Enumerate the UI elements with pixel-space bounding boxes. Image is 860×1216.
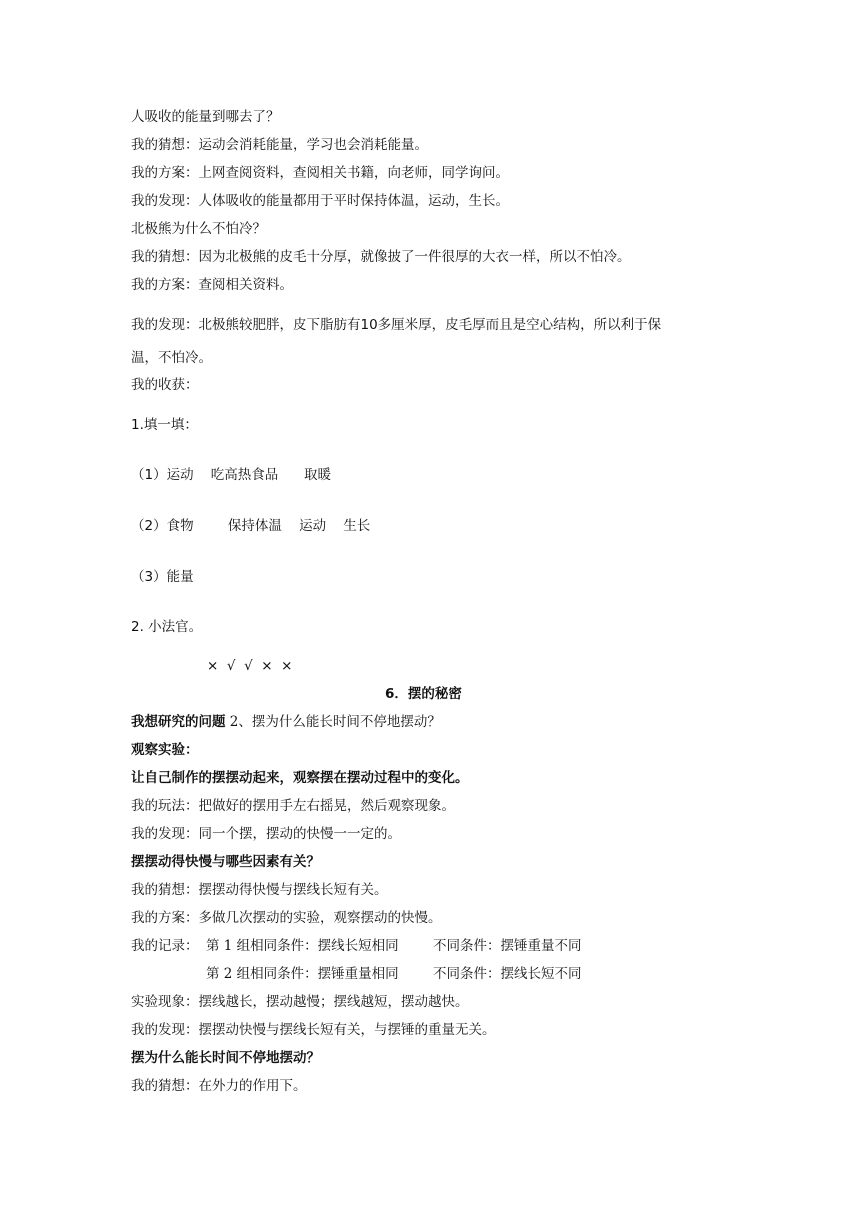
- record-label: 我的记录：: [131, 938, 199, 954]
- research-question: [131, 713, 441, 731]
- fill-blank-title: 1.填一填：: [131, 417, 198, 433]
- plan-pendulum-speed: 我的方案：多做几次摆动的实验，观察摆动的快慢。: [131, 910, 442, 926]
- finding-energy: 我的发现：人体吸收的能量都用于平时保持体温，运动，生长。: [131, 193, 509, 209]
- harvest-heading: 我的收获：: [131, 377, 199, 393]
- play-method: 我的玩法：把做好的摆用手左右摇晃，然后观察现象。: [131, 798, 455, 814]
- guess-pendulum-duration: 我的猜想：在外力的作用下。: [131, 1078, 307, 1094]
- finding-pendulum-1: 我的发现：同一个摆，摆动的快慢一一定的。: [131, 826, 401, 842]
- judge-marks: × √ √ × ×: [207, 658, 293, 674]
- guess-energy: 我的猜想：运动会消耗能量，学习也会消耗能量。: [131, 137, 428, 153]
- question-pendulum-speed: 摆摆动得快慢与哪些因素有关？: [131, 854, 320, 870]
- finding-pendulum-2: 我的发现：摆摆动快慢与摆线长短有关，与摆锤的重量无关。: [131, 1022, 496, 1038]
- record-group-2: 第 2 组相同条件：摆锤重量相同 不同条件：摆线长短不同: [206, 966, 582, 982]
- research-question-label: 我想研究的问题: [131, 714, 226, 730]
- plan-energy: 我的方案：上网查阅资料，查阅相关书籍，向老师，同学询问。: [131, 165, 509, 181]
- judge-title: 2. 小法官。: [131, 619, 203, 635]
- guess-polar-bear: 我的猜想：因为北极熊的皮毛十分厚，就像披了一件很厚的大衣一样，所以不怕冷。: [131, 249, 631, 265]
- section-title: 6．摆的秘密: [385, 686, 462, 702]
- fill-blank-answer-3: （3）能量: [131, 569, 194, 585]
- fill-blank-answer-1: （1）运动 吃高热食品 取暖: [131, 467, 332, 483]
- research-question-text: 2、摆为什么能长时间不停地摆动？: [225, 714, 441, 730]
- finding-polar-bear-continued: 温，不怕冷。: [131, 350, 212, 366]
- question-energy: 人吸收的能量到哪去了？: [131, 109, 280, 125]
- observation-description: 让自己制作的摆摆动起来，观察摆在摆动过程中的变化。: [131, 770, 469, 786]
- question-pendulum-duration: 摆为什么能长时间不停地摆动？: [131, 1050, 320, 1066]
- record-group-1: 第 1 组相同条件：摆线长短相同 不同条件：摆锤重量不同: [206, 938, 582, 954]
- observation-heading: 观察实验：: [131, 742, 199, 758]
- guess-pendulum-speed: 我的猜想：摆摆动得快慢与摆线长短有关。: [131, 882, 388, 898]
- experiment-phenomenon: 实验现象：摆线越长，摆动越慢；摆线越短，摆动越快。: [131, 994, 469, 1010]
- finding-polar-bear: 我的发现：北极熊较肥胖，皮下脂肪有10多厘米厚，皮毛厚而且是空心结构，所以利于保: [131, 317, 662, 333]
- fill-blank-answer-2: （2）食物 保持体温 运动 生长: [131, 518, 371, 534]
- plan-polar-bear: 我的方案：查阅相关资料。: [131, 277, 293, 293]
- question-polar-bear: 北极熊为什么不怕冷？: [131, 221, 266, 237]
